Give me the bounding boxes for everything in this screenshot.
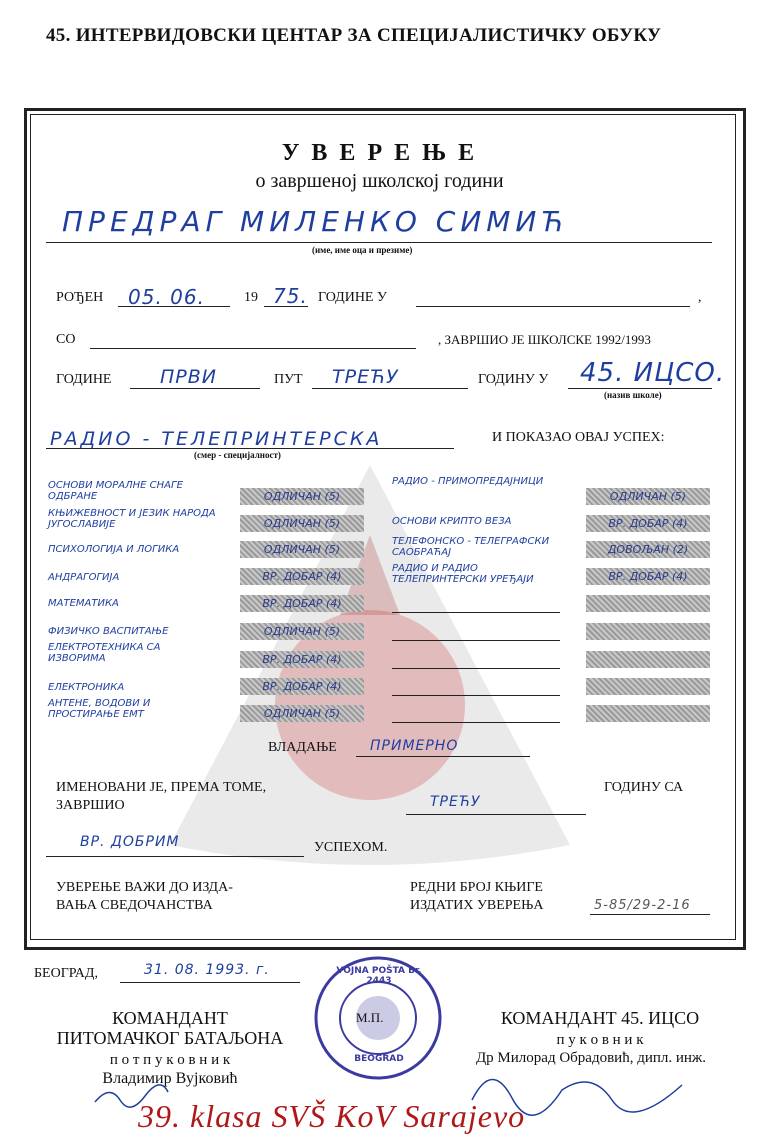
subject-grade: ОДЛИЧАН (5)	[586, 488, 710, 505]
subject-grade: ВР. ДОБАР (4)	[240, 651, 364, 668]
subject-name: ОСНОВИ МОРАЛНЕ СНАГЕ ОДБРАНЕ	[48, 480, 183, 502]
subject-name: ЕЛЕКТРОНИКА	[48, 682, 125, 693]
document-subtitle: о завршеној школској години	[255, 170, 504, 192]
times-label: ПУТ	[274, 372, 303, 387]
right-name: Др Милорад Обрадовић, дипл. инж.	[475, 1050, 707, 1066]
year-label: ГОДИНЕ У	[318, 290, 387, 305]
subject-name: РАДИО - ПРИМОПРЕДАЈНИЦИ	[392, 476, 544, 487]
success-intro: И ПОКАЗАО ОВАЈ УСПЕХ:	[492, 430, 665, 445]
subject-name: ОСНОВИ КРИПТО ВЕЗА	[392, 516, 512, 527]
subject-name: ЕЛЕКТРОТЕХНИКА СА ИЗВОРИМА	[48, 642, 161, 664]
issue-date: 31. 08. 1993. г.	[144, 962, 270, 978]
mp-label: М.П.	[356, 1010, 384, 1025]
conduct-label: ВЛАДАЊЕ	[268, 740, 337, 755]
subject-name: ТЕЛЕФОНСКО - ТЕЛЕГРАФСКИ САОБРАЋАЈ	[392, 536, 550, 558]
subject-name: РАДИО И РАДИО ТЕЛЕПРИНТЕРСКИ УРЕЂАЈИ	[392, 563, 534, 585]
subject-grade: ОДЛИЧАН (5)	[240, 623, 364, 640]
track-value: РАДИО - ТЕЛЕПРИНТЕРСКА	[50, 428, 383, 450]
register-value: 5-85/29-2-16	[594, 898, 691, 913]
place-label: БЕОГРАД,	[34, 966, 98, 981]
subject-grade: ОДЛИЧАН (5)	[240, 488, 364, 505]
born-label: РОЂЕН	[56, 290, 104, 305]
stamp-text-bottom: BEOGRAD	[354, 1054, 404, 1064]
conduct-value: ПРИМЕРНО	[370, 738, 459, 754]
born-comma: ,	[698, 290, 702, 305]
final-year-value: ТРЕЋУ	[430, 794, 481, 810]
subject-name: ПСИХОЛОГИЈА И ЛОГИКА	[48, 544, 180, 555]
municipality-label: СО	[56, 332, 76, 347]
validity-label-2: ВАЊА СВЕДОЧАНСТВА	[56, 898, 213, 913]
subject-grade: ВР. ДОБАР (4)	[586, 515, 710, 532]
years-label: ГОДИНЕ	[56, 372, 112, 387]
empty-grade	[586, 705, 710, 722]
subject-grade: ВР. ДОБАР (4)	[240, 568, 364, 585]
register-label-2: ИЗДАТИХ УВЕРЕЊА	[410, 898, 544, 913]
subject-name: МАТЕМАТИКА	[48, 598, 119, 609]
track-caption: (смер - специјалност)	[194, 450, 281, 460]
subject-name: КЊИЖЕВНОСТ И ЈЕЗИК НАРОДА ЈУГОСЛАВИЈЕ	[48, 508, 216, 530]
years-value: ПРВИ	[160, 366, 217, 388]
school-value: 45. ИЦСО.	[580, 358, 726, 388]
subject-grade: ОДЛИЧАН (5)	[240, 515, 364, 532]
left-role-1: КОМАНДАНТ	[112, 1008, 228, 1028]
subject-grade: ВР. ДОБАР (4)	[586, 568, 710, 585]
name-caption: (име, име оца и презиме)	[312, 245, 413, 255]
watermark-text: 39. klasa SVŠ KoV Sarajevo	[138, 1098, 526, 1134]
subject-grade: ДОВОЉАН (2)	[586, 541, 710, 558]
left-rank: п о т п у к о в н и к	[109, 1052, 231, 1068]
subject-name: АНТЕНЕ, ВОДОВИ И ПРОСТИРАЊЕ ЕМТ	[48, 698, 151, 720]
result-value: ВР. ДОБРИМ	[80, 834, 180, 850]
right-rank: п у к о в н и к	[556, 1032, 644, 1048]
subject-name: АНДРАГОГИЈА	[48, 572, 120, 583]
named-label: ИМЕНОВАНИ ЈЕ, ПРЕМА ТОМЕ,	[56, 780, 267, 795]
completed-label: , ЗАВРШИО ЈЕ ШКОЛСКЕ 1992/1993	[438, 332, 651, 347]
times-value: ТРЕЋУ	[332, 366, 399, 388]
finished-label: ЗАВРШИО	[56, 798, 125, 813]
birth-year: 75.	[273, 284, 308, 308]
left-role-2: ПИТОМАЧКОГ БАТАЉОНА	[56, 1028, 284, 1048]
validity-label-1: УВЕРЕЊЕ ВАЖИ ДО ИЗДА-	[56, 880, 233, 895]
subject-grade: ОДЛИЧАН (5)	[240, 705, 364, 722]
document-title: У В Е Р Е Њ Е	[281, 140, 478, 166]
school-caption: (назив школе)	[604, 390, 662, 400]
subject-name: ФИЗИЧКО ВАСПИТАЊЕ	[48, 626, 169, 637]
right-role: КОМАНДАНТ 45. ИЦСО	[500, 1008, 700, 1028]
empty-grade	[586, 595, 710, 612]
grade-label: ГОДИНУ У	[478, 372, 549, 387]
year-with-label: ГОДИНУ СА	[604, 780, 684, 795]
empty-grade	[586, 651, 710, 668]
subject-grade: ВР. ДОБАР (4)	[240, 595, 364, 612]
year-prefix: 19	[244, 290, 258, 305]
stamp-text-top: VOJNA POŠTA Br. 2443	[336, 966, 422, 986]
register-label-1: РЕДНИ БРОЈ КЊИГЕ	[410, 880, 543, 895]
empty-grade	[586, 678, 710, 695]
empty-grade	[586, 623, 710, 640]
born-date: 05. 06.	[128, 285, 205, 309]
student-name: ПРЕДРАГ МИЛЕНКО СИМИЋ	[62, 205, 569, 238]
subject-grade: ОДЛИЧАН (5)	[240, 541, 364, 558]
success-label: УСПЕХОМ.	[314, 840, 388, 855]
institution-heading: 45. ИНТЕРВИДОВСКИ ЦЕНТАР ЗА СПЕЦИЈАЛИСТИЧКУ ОБУКУ	[46, 25, 662, 46]
left-name: Владимир Вујковић	[102, 1070, 238, 1087]
subject-grade: ВР. ДОБАР (4)	[240, 678, 364, 695]
